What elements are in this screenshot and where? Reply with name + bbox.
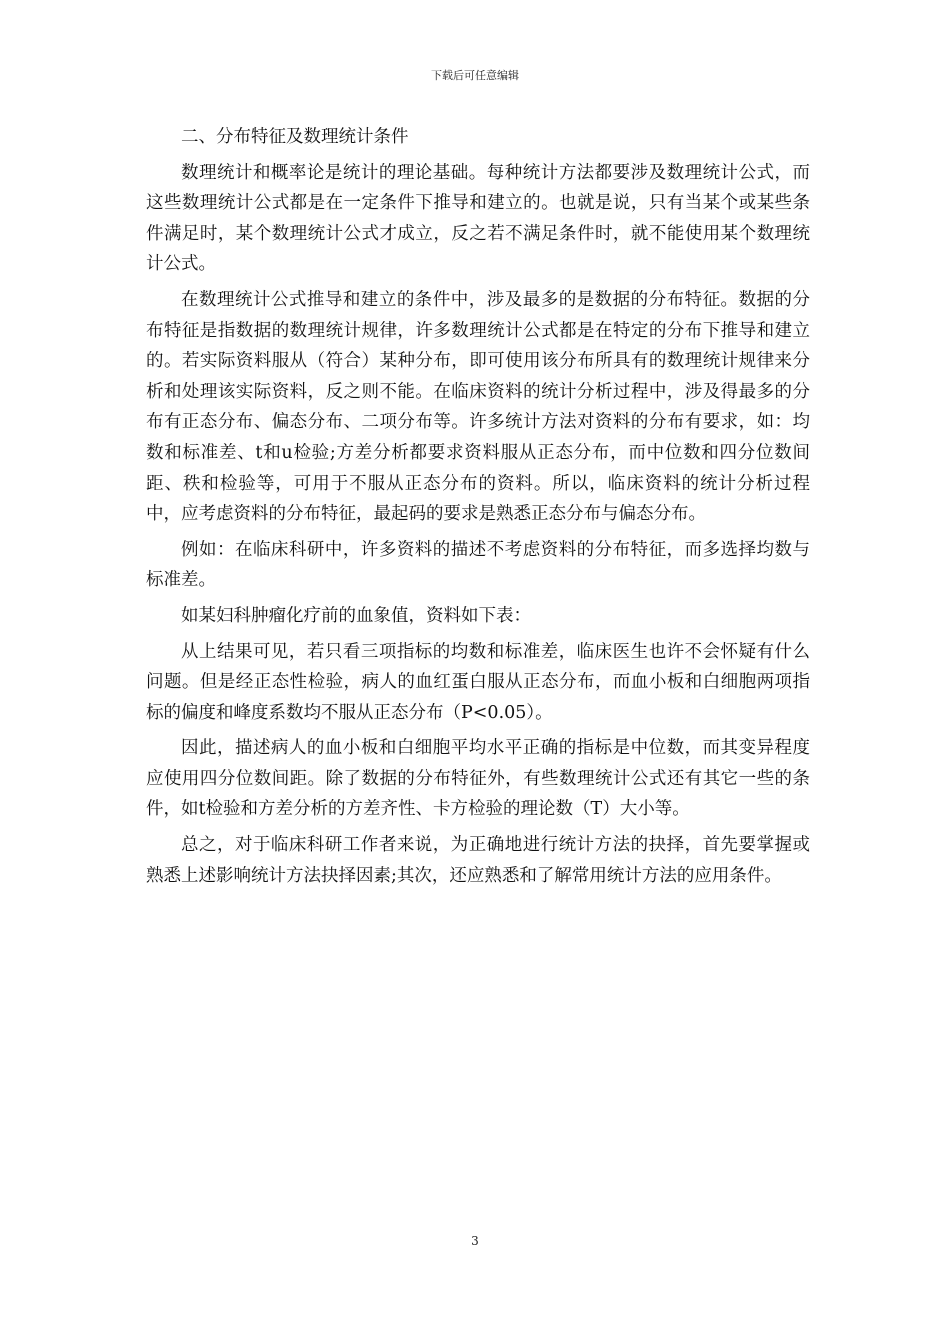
paragraph-3: 例如：在临床科研中，许多资料的描述不考虑资料的分布特征，而多选择均数与标准差。 <box>146 539 810 591</box>
paragraph-4: 如某妇科肿瘤化疗前的血象值，资料如下表： <box>181 605 531 626</box>
paragraph-5: 从上结果可见，若只看三项指标的均数和标准差，临床医生也许不会怀疑有什么问题。但是经正态性检验，病人的血红蛋白服从正态分布，而血小板和白细胞两项指标的偏度和峰度系数均不服从正态分布（P<0.05）。 <box>146 641 810 723</box>
paragraph-2: 在数理统计公式推导和建立的条件中，涉及最多的是数据的分布特征。数据的分布特征是指数据的数理统计规律，许多数理统计公式都是在特定的分布下推导和建立的。若实际资料服从（符合）某种分布，即可使用该分布所具有的数理统计规律来分析和处理该实际资料，反之则不能。在临床资料的统计分析过程中，涉及得最多的分布有正态分布、偏态分布、二项分布等。许多统计方法对资料的分布有要求，如：均数和标准差、t和u检验;方差分析都要求资料服从正态分布，而中位数和四分位数间距、秩和检验等，可用于不服从正态分布的资料。所以，临床资料的统计分析过程中，应考虑资料的分布特征，最起码的要求是熟悉正态分布与偏态分布。 <box>146 289 810 525</box>
paragraph-7: 总之，对于临床科研工作者来说，为正确地进行统计方法的抉择，首先要掌握或熟悉上述影响统计方法抉择因素;其次，还应熟悉和了解常用统计方法的应用条件。 <box>146 835 810 886</box>
section-heading: 二、分布特征及数理统计条件 <box>181 127 409 147</box>
page-header-note: 下载后可任意编辑 <box>431 69 519 82</box>
body-content <box>146 122 810 891</box>
page-number: 3 <box>471 1234 479 1248</box>
paragraph-1: 数理统计和概率论是统计的理论基础。每种统计方法都要涉及数理统计公式，而这些数理统计公式都是在一定条件下推导和建立的。也就是说，只有当某个或某些条件满足时，某个数理统计公式才成立，反之若不满足条件时，就不能使用某个数理统计公式。 <box>146 162 810 275</box>
paragraph-6: 因此，描述病人的血小板和白细胞平均水平正确的指标是中位数，而其变异程度应使用四分位数间距。除了数据的分布特征外，有些数理统计公式还有其它一些的条件，如t检验和方差分析的方差齐性、卡方检验的理论数（T）大小等。 <box>146 738 810 820</box>
